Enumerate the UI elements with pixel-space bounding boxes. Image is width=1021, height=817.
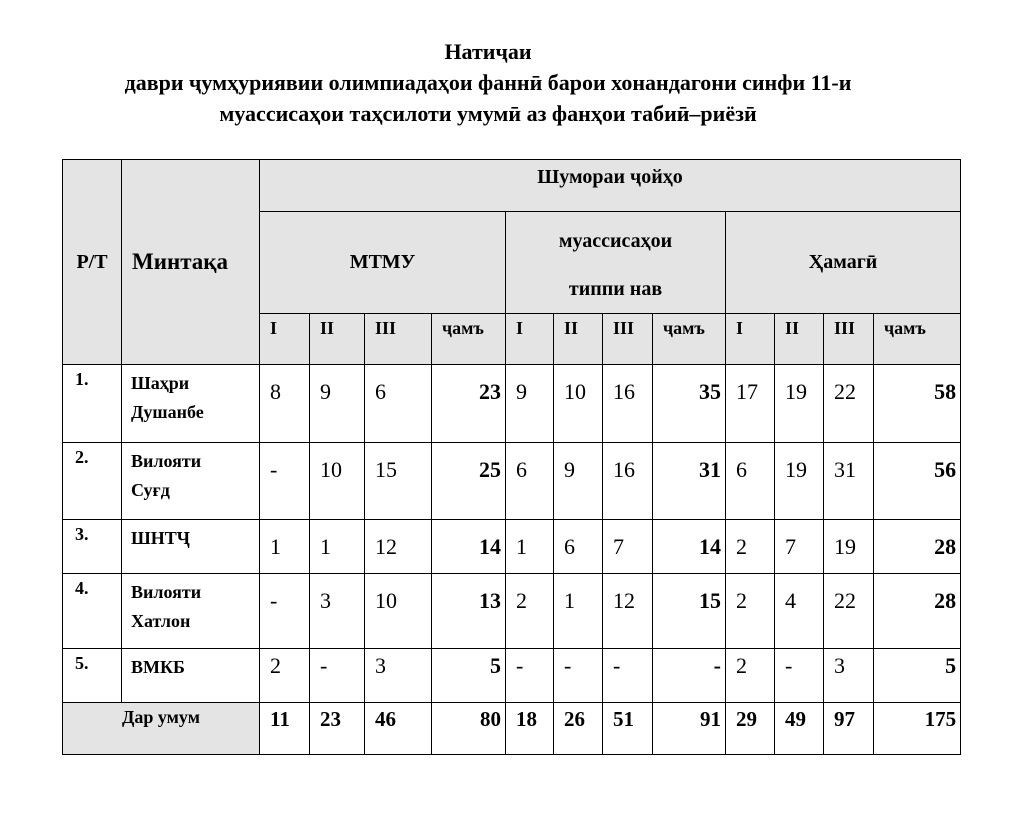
- cell-value: 8: [260, 365, 310, 443]
- cell-value: -: [310, 649, 365, 703]
- total-value: 18: [506, 703, 554, 755]
- row-region: [122, 443, 260, 520]
- total-value: 29: [726, 703, 775, 755]
- table-row: [63, 365, 961, 443]
- row-region-line1: ВМКБ: [131, 657, 185, 677]
- row-index: 5.: [63, 649, 122, 703]
- cell-value: 2: [726, 649, 775, 703]
- cell-sum: 15: [653, 574, 726, 649]
- cell-value: -: [260, 574, 310, 649]
- cell-sum: 14: [432, 520, 506, 574]
- subheader-place-2: II: [310, 314, 365, 365]
- header-group-mtmu: МТМУ: [260, 212, 506, 314]
- row-region-line1: Вилояти: [131, 451, 202, 471]
- cell-value: -: [603, 649, 653, 703]
- row-index: 3.: [63, 520, 122, 574]
- cell-value: 15: [365, 443, 432, 520]
- cell-value: 6: [365, 365, 432, 443]
- title-line-1: Натиҷаи: [444, 39, 532, 64]
- cell-value: 3: [365, 649, 432, 703]
- table-row: [63, 520, 961, 574]
- subheader-place-1: I: [506, 314, 554, 365]
- subheader-place-1: I: [260, 314, 310, 365]
- subheader-place-2: II: [775, 314, 824, 365]
- cell-value: 31: [824, 443, 874, 520]
- row-region-line2: Суғд: [131, 480, 170, 500]
- row-region-line1: Вилояти: [131, 582, 202, 602]
- cell-value: 2: [506, 574, 554, 649]
- subheader-sum: ҷамъ: [874, 314, 961, 365]
- subheader-sum: ҷамъ: [432, 314, 506, 365]
- cell-value: 2: [726, 520, 775, 574]
- cell-sum: 28: [874, 574, 961, 649]
- cell-sum: -: [653, 649, 726, 703]
- cell-sum: 25: [432, 443, 506, 520]
- cell-value: 4: [775, 574, 824, 649]
- cell-value: 16: [603, 365, 653, 443]
- cell-value: 19: [775, 443, 824, 520]
- subheader-place-3: III: [603, 314, 653, 365]
- cell-value: 3: [824, 649, 874, 703]
- row-region: [122, 365, 260, 443]
- total-sum: 91: [653, 703, 726, 755]
- row-region: [122, 574, 260, 649]
- row-region-line1: Шаҳри: [131, 373, 190, 393]
- cell-value: 19: [775, 365, 824, 443]
- title-line-2: даври ҷумҳуриявии олимпиадаҳои фаннӣ барои хонандагони синфи 11-и: [124, 70, 852, 95]
- total-value: 46: [365, 703, 432, 755]
- cell-value: 1: [310, 520, 365, 574]
- subheader-place-3: III: [824, 314, 874, 365]
- table-row: [63, 649, 961, 703]
- cell-value: 1: [260, 520, 310, 574]
- cell-value: 1: [506, 520, 554, 574]
- cell-value: -: [775, 649, 824, 703]
- cell-sum: 31: [653, 443, 726, 520]
- cell-value: 2: [726, 574, 775, 649]
- header-rt: Р/Т: [63, 160, 122, 365]
- total-row: [63, 703, 961, 755]
- cell-value: 6: [554, 520, 603, 574]
- cell-sum: 35: [653, 365, 726, 443]
- cell-value: 10: [554, 365, 603, 443]
- cell-sum: 5: [432, 649, 506, 703]
- cell-sum: 13: [432, 574, 506, 649]
- header-group-new-type: [506, 212, 726, 314]
- cell-value: 9: [554, 443, 603, 520]
- header-group-total: Ҳамагӣ: [726, 212, 961, 314]
- cell-value: 7: [603, 520, 653, 574]
- header-group-new-type-line2: типпи нав: [568, 278, 663, 300]
- cell-sum: 23: [432, 365, 506, 443]
- cell-value: 9: [310, 365, 365, 443]
- cell-value: 6: [506, 443, 554, 520]
- total-value: 49: [775, 703, 824, 755]
- header-region: Минтақа: [122, 160, 260, 365]
- header-participants: Шумораи ҷойҳо: [260, 160, 961, 212]
- table-row: [63, 443, 961, 520]
- row-region-line1: ШНТҶ: [131, 528, 190, 548]
- cell-sum: 5: [874, 649, 961, 703]
- title-line-3: муассисаҳои таҳсилоти умумӣ аз фанҳои табиӣ–риёзӣ: [219, 101, 757, 126]
- subheader-place-1: I: [726, 314, 775, 365]
- row-index: 4.: [63, 574, 122, 649]
- cell-value: -: [506, 649, 554, 703]
- total-value: 11: [260, 703, 310, 755]
- cell-sum: 28: [874, 520, 961, 574]
- cell-value: 2: [260, 649, 310, 703]
- total-label: Дар умум: [63, 703, 260, 755]
- cell-value: 17: [726, 365, 775, 443]
- total-sum: 80: [432, 703, 506, 755]
- row-region-line2: Душанбе: [131, 402, 204, 422]
- cell-value: 19: [824, 520, 874, 574]
- cell-value: -: [554, 649, 603, 703]
- cell-value: -: [260, 443, 310, 520]
- total-value: 26: [554, 703, 603, 755]
- subheader-place-2: II: [554, 314, 603, 365]
- cell-value: 12: [365, 520, 432, 574]
- row-index: 2.: [63, 443, 122, 520]
- total-sum: 175: [874, 703, 961, 755]
- cell-value: 10: [365, 574, 432, 649]
- results-table: [62, 159, 961, 755]
- subheader-place-3: III: [365, 314, 432, 365]
- subheader-sum: ҷамъ: [653, 314, 726, 365]
- cell-value: 16: [603, 443, 653, 520]
- cell-value: 1: [554, 574, 603, 649]
- cell-sum: 58: [874, 365, 961, 443]
- cell-value: 10: [310, 443, 365, 520]
- document-title: [0, 36, 976, 129]
- cell-value: 3: [310, 574, 365, 649]
- row-index: 1.: [63, 365, 122, 443]
- cell-value: 22: [824, 365, 874, 443]
- row-region: [122, 649, 260, 703]
- total-value: 23: [310, 703, 365, 755]
- cell-value: 9: [506, 365, 554, 443]
- cell-sum: 14: [653, 520, 726, 574]
- cell-value: 12: [603, 574, 653, 649]
- cell-value: 22: [824, 574, 874, 649]
- row-region-line2: Хатлон: [131, 611, 191, 631]
- row-region: [122, 520, 260, 574]
- cell-sum: 56: [874, 443, 961, 520]
- total-value: 97: [824, 703, 874, 755]
- cell-value: 7: [775, 520, 824, 574]
- total-value: 51: [603, 703, 653, 755]
- table-row: [63, 574, 961, 649]
- header-group-new-type-line1: муассисаҳои: [558, 230, 673, 252]
- cell-value: 6: [726, 443, 775, 520]
